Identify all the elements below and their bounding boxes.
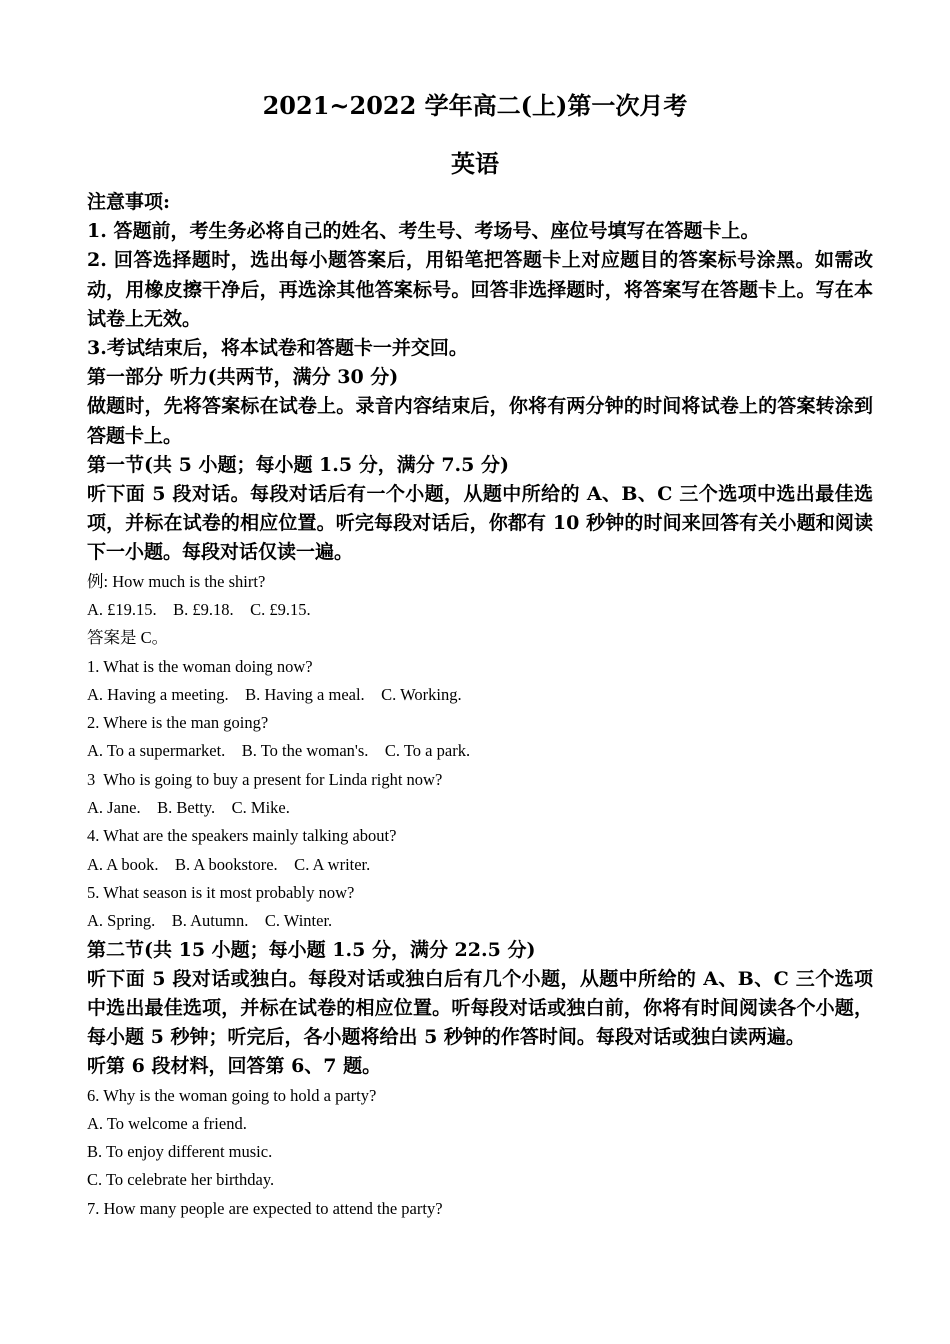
question-7: 7. How many people are expected to attend the party? bbox=[87, 1198, 443, 1218]
notice-heading: 注意事项: bbox=[87, 191, 171, 213]
question-1: 1. What is the woman doing now? bbox=[87, 656, 313, 676]
question-5: 5. What season is it most probably now? bbox=[87, 882, 355, 902]
question-3: 3 Who is going to buy a present for Linda right now? bbox=[87, 769, 443, 789]
question-6-option-c: C. To celebrate her birthday. bbox=[87, 1170, 275, 1190]
question-4-options: A. A book. B. A bookstore. C. A writer. bbox=[87, 854, 371, 874]
section1-heading: 第一节(共 5 小题；每小题 1.5 分，满分 7.5 分) bbox=[87, 453, 509, 476]
notice-item-3: 3.考试结束后，将本试卷和答题卡一并交回。 bbox=[87, 337, 468, 360]
example-options: A. £19.15. B. £9.18. C. £9.15. bbox=[87, 599, 311, 619]
material-6-heading: 听第 6 段材料，回答第 6、7 题。 bbox=[87, 1055, 382, 1078]
question-2-options: A. To a supermarket. B. To the woman's. C. To a park. bbox=[87, 741, 471, 761]
notice-item-2: 2. 回答选择题时，选出每小题答案后，用铅笔把答题卡上对应题目的答案标号涂黑。如需改动，用橡皮擦干净后，再选涂其他答案标号。回答非选择题时，将答案写在答题卡上。写在本试卷上无效。 bbox=[87, 249, 873, 330]
section2-heading: 第二节(共 15 小题；每小题 1.5 分，满分 22.5 分) bbox=[87, 938, 536, 961]
question-6-option-a: A. To welcome a friend. bbox=[87, 1113, 247, 1133]
exam-subject: 英语 bbox=[451, 149, 499, 178]
question-5-options: A. Spring. B. Autumn. C. Winter. bbox=[87, 911, 333, 931]
question-6: 6. Why is the woman going to hold a party? bbox=[87, 1085, 377, 1105]
part1-heading: 第一部分 听力(共两节，满分 30 分) bbox=[87, 366, 399, 389]
notice-item-1: 1. 答题前，考生务必将自己的姓名、考生号、考场号、座位号填写在答题卡上。 bbox=[87, 220, 760, 243]
part1-instructions: 做题时，先将答案标在试卷上。录音内容结束后，你将有两分钟的时间将试卷上的答案转涂到答题卡上。 bbox=[87, 395, 873, 447]
question-3-options: A. Jane. B. Betty. C. Mike. bbox=[87, 798, 290, 818]
question-4: 4. What are the speakers mainly talking about? bbox=[87, 826, 397, 846]
question-2: 2. Where is the man going? bbox=[87, 713, 269, 733]
question-1-options: A. Having a meeting. B. Having a meal. C. Working. bbox=[87, 684, 462, 704]
example-question: 例: How much is the shirt? bbox=[87, 571, 266, 591]
exam-body bbox=[87, 188, 877, 1223]
section2-instructions: 听下面 5 段对话或独白。每段对话或独白后有几个小题，从题中所给的 A、B、C 三个选项中选出最佳选项，并标在试卷的相应位置。听每段对话或独白前，你将有时间阅读各个小题，每小题 5 秒钟；听完后，各小题将给出 5 秒钟的作答时间。每段对话或独白读两遍。 bbox=[87, 967, 873, 1049]
question-6-option-b: B. To enjoy different music. bbox=[87, 1142, 273, 1162]
exam-title: 2021~2022 学年高二(上)第一次月考 bbox=[262, 91, 688, 120]
example-answer: 答案是 C。 bbox=[87, 628, 169, 648]
section1-instructions: 听下面 5 段对话。每段对话后有一个小题，从题中所给的 A、B、C 三个选项中选出最佳选项，并标在试卷的相应位置。听完每段对话后，你都有 10 秒钟的时间来回答有关小题和阅读下一小题。每段对话仅读一遍。 bbox=[87, 483, 873, 564]
